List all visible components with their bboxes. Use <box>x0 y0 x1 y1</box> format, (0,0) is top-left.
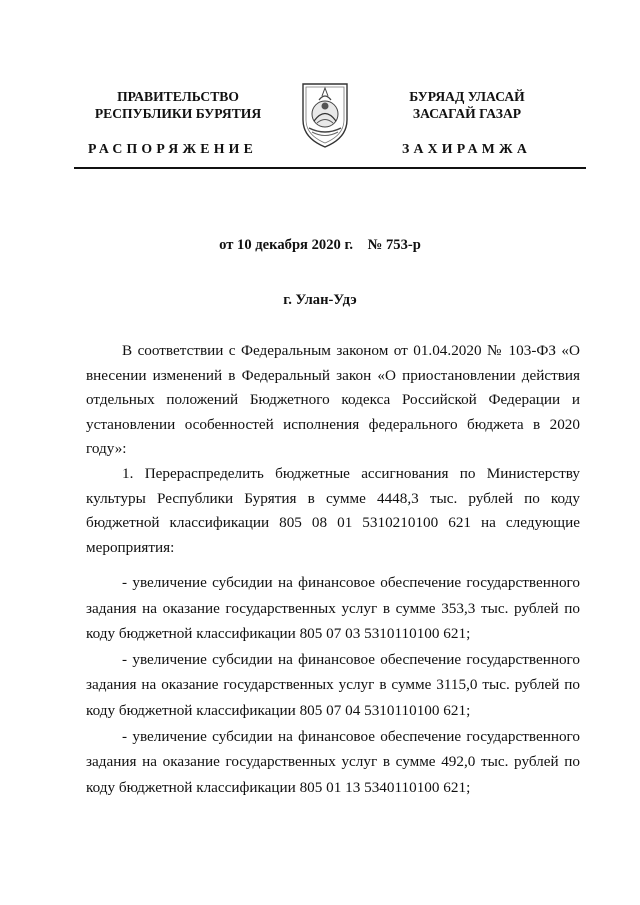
list-item: - увеличение субсидии на финансовое обеспечение государственного задания на оказание государственных услуг в сумме 353,3 тыс. рублей по коду бюджетной классификации 805 07 03 5310110100 621; <box>86 574 580 643</box>
preamble-paragraph: В соответствии с Федеральным законом от 01.04.2020 № 103-ФЗ «О внесении изменений в Федеральный закон «О приостановлении действия отдельных положений Бюджетного кодекса Российской Федерации и установлении особенностей исполнения федерального бюджета в 2020 году»: <box>86 342 580 457</box>
issuer-line: РЕСПУБЛИКИ БУРЯТИЯ <box>94 106 262 121</box>
header-divider <box>74 167 586 169</box>
document-city: г. Улан-Удэ <box>283 292 357 308</box>
issuer-name-russian <box>78 88 278 122</box>
issuer-line: БУРЯАД УЛАСАЙ <box>409 89 525 104</box>
allocation-list <box>86 570 580 800</box>
buryatia-coat-of-arms-icon <box>295 76 355 150</box>
issuer-line: ЗАСАГАЙ ГАЗАР <box>412 106 522 121</box>
doc-type-buryat: ЗАХИРАМЖА <box>402 141 531 156</box>
document-date-number: от 10 декабря 2020 г. № 753-р <box>219 237 421 253</box>
clause-1-paragraph: 1. Перераспределить бюджетные ассигнования по Министерству культуры Республики Бурятия в сумме 4448,3 тыс. рублей по коду бюджетной классификации 805 08 01 5310210100 621 на следующие мероприятия: <box>86 465 580 556</box>
doc-type-russian: РАСПОРЯЖЕНИЕ <box>88 141 257 156</box>
issuer-line: ПРАВИТЕЛЬСТВО <box>117 89 239 104</box>
list-item: - увеличение субсидии на финансовое обеспечение государственного задания на оказание государственных услуг в сумме 3115,0 тыс. рублей по коду бюджетной классификации 805 07 04 5310110100 621; <box>86 650 580 719</box>
list-item: - увеличение субсидии на финансовое обеспечение государственного задания на оказание государственных услуг в сумме 492,0 тыс. рублей по коду бюджетной классификации 805 01 13 5340110100 621; <box>86 727 580 796</box>
issuer-name-buryat <box>382 88 552 122</box>
